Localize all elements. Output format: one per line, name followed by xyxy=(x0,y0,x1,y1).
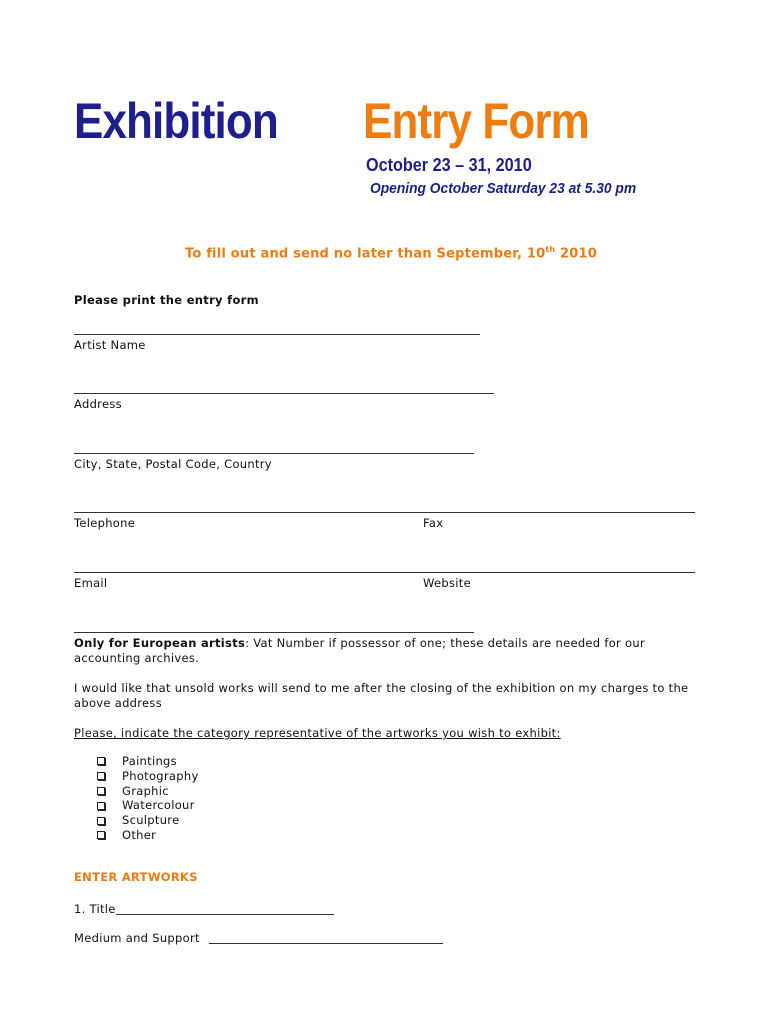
checkbox-icon[interactable] xyxy=(97,787,105,795)
checkbox-icon[interactable] xyxy=(97,817,105,825)
category-prompt: Please, indicate the category representative of the artworks you wish to exhibit: xyxy=(74,726,561,740)
address-label: Address xyxy=(74,397,122,411)
opening-info: Opening October Saturday 23 at 5.30 pm xyxy=(370,180,637,197)
checkbox-icon[interactable] xyxy=(97,772,105,780)
category-list xyxy=(97,754,199,843)
unsold-note: I would like that unsold works will send to me after the closing of the exhibition on my charges to the xyxy=(74,681,689,695)
category-label: Graphic xyxy=(122,783,169,798)
artwork-title-label: 1. Title xyxy=(74,902,116,916)
european-note-bold: Only for European artists xyxy=(74,636,246,650)
title-entry-form: Entry Form xyxy=(363,93,589,149)
medium-support-label: Medium and Support xyxy=(74,931,200,945)
medium-support-line[interactable] xyxy=(209,943,443,944)
artist-name-label: Artist Name xyxy=(74,338,146,352)
email-website-line[interactable] xyxy=(74,572,695,573)
checkbox-icon[interactable] xyxy=(97,831,105,839)
category-label: Watercolour xyxy=(122,798,195,813)
category-item[interactable] xyxy=(97,754,199,769)
email-label: Email xyxy=(74,576,108,590)
deadline-sup: th xyxy=(545,245,556,254)
category-item[interactable] xyxy=(97,828,199,843)
vat-line[interactable] xyxy=(74,632,474,633)
category-label: Paintings xyxy=(122,754,177,768)
category-item[interactable] xyxy=(97,784,199,799)
enter-artworks-heading: ENTER ARTWORKS xyxy=(74,870,198,884)
european-note-line2: accounting archives. xyxy=(74,651,200,665)
artwork-title-line[interactable] xyxy=(116,914,334,915)
category-label: Other xyxy=(122,827,157,842)
title-exhibition: Exhibition xyxy=(74,93,278,149)
checkbox-icon[interactable] xyxy=(97,802,105,810)
deadline-text: To fill out and send no later than September, 10 xyxy=(185,246,546,262)
fax-label: Fax xyxy=(423,516,444,530)
address-line[interactable] xyxy=(74,393,494,394)
artist-name-line[interactable] xyxy=(74,334,480,335)
unsold-note-line2: above address xyxy=(74,696,162,710)
category-item[interactable] xyxy=(97,798,199,813)
european-note-text: : Vat Number if possessor of one; these details are needed for our xyxy=(245,636,645,650)
website-label: Website xyxy=(423,576,471,590)
category-item[interactable] xyxy=(97,813,199,828)
category-label: Photography xyxy=(122,768,199,783)
city-line[interactable] xyxy=(74,453,474,454)
deadline-notice xyxy=(185,245,597,261)
checkbox-icon[interactable] xyxy=(97,757,105,765)
city-label: City, State, Postal Code, Country xyxy=(74,457,272,471)
print-instructions: Please print the entry form xyxy=(74,293,259,307)
exhibition-dates: October 23 – 31, 2010 xyxy=(366,155,532,175)
category-item[interactable] xyxy=(97,769,199,784)
deadline-year: 2010 xyxy=(555,246,597,262)
telephone-fax-line[interactable] xyxy=(74,512,695,513)
telephone-label: Telephone xyxy=(74,516,136,530)
european-note xyxy=(74,636,714,650)
category-label: Sculpture xyxy=(122,813,180,828)
